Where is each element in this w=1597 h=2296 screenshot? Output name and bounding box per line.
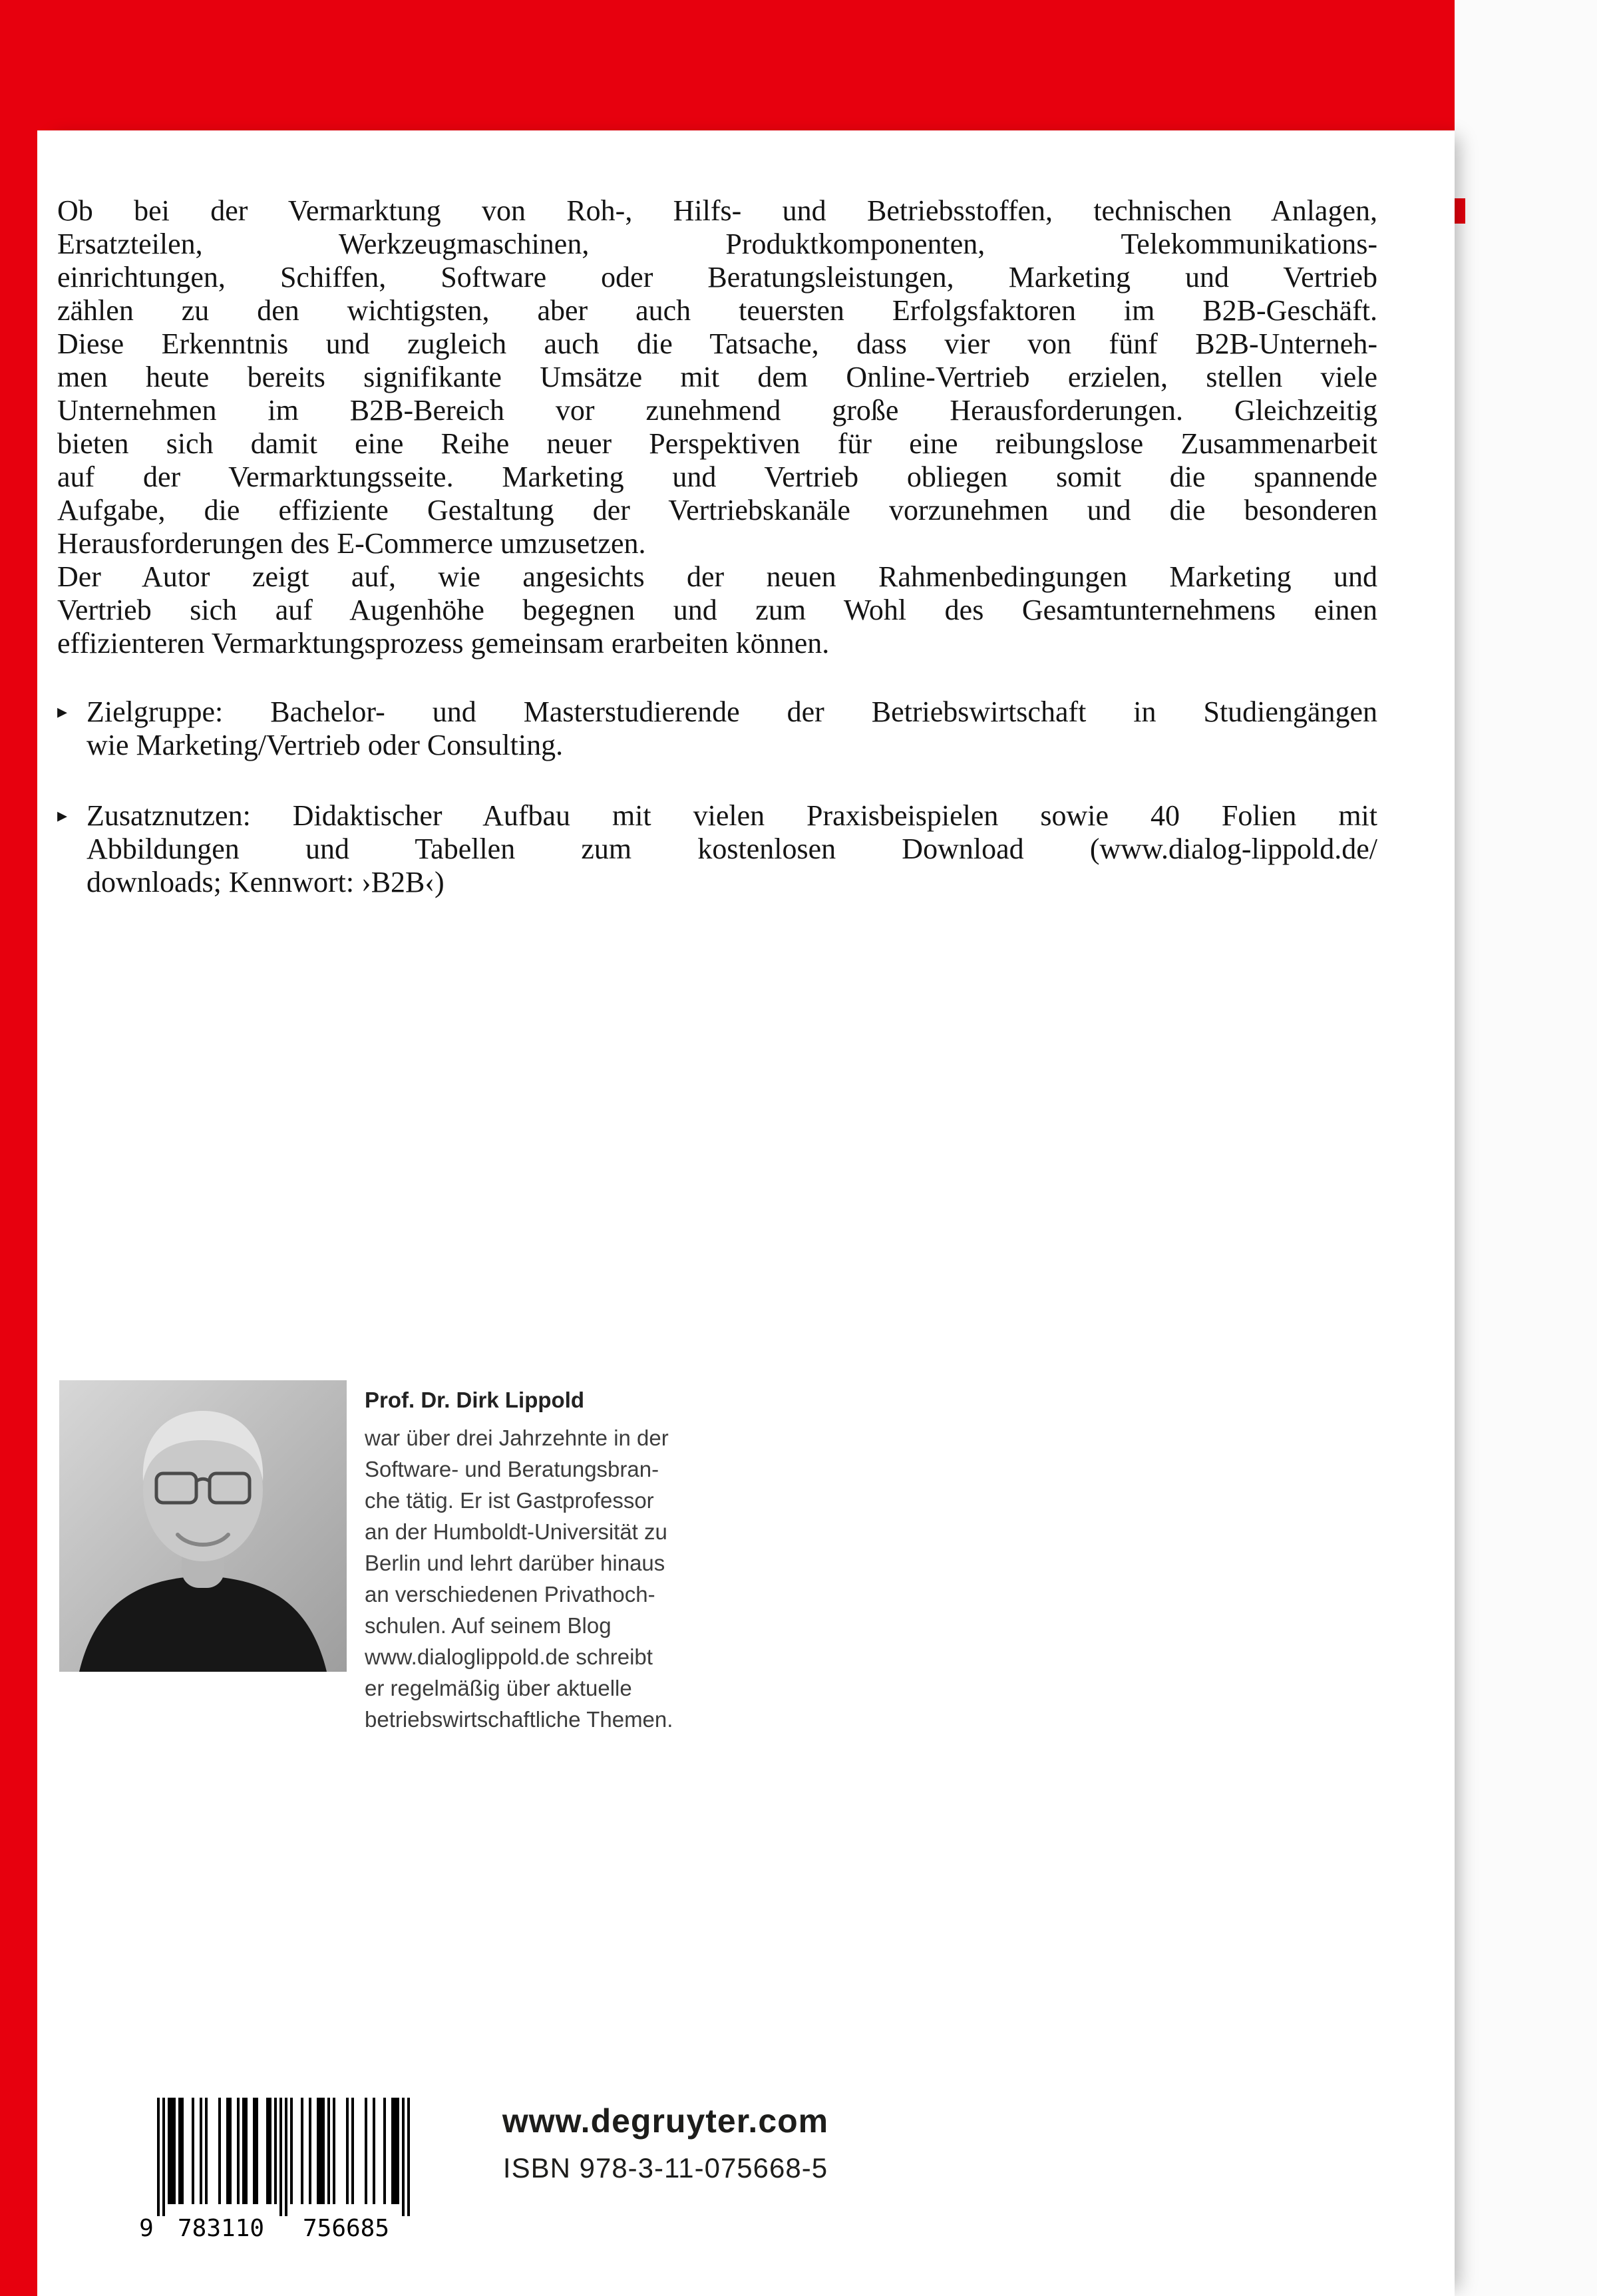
bullet-text [87,695,1377,762]
author-photo [59,1380,347,1672]
bio-line: betriebswirtschaftliche Themen. [365,1707,673,1732]
isbn-number: ISBN 978-3-11-075668-5 [502,2152,828,2184]
author-portrait-illustration [59,1380,347,1672]
text-line: einrichtungen, Schiffen, Software oder Beratungsleistungen, Marketing und Vertrieb [57,261,1377,293]
text-line: Herausforderungen des E-Commerce umzusetzen. [57,527,646,560]
publisher-url: www.degruyter.com [502,2102,829,2140]
text-line: Abbildungen und Tabellen zum kostenlosen Download (www.dialog-lippold.de/ [87,833,1377,865]
publisher-block [333,2102,998,2184]
book-description [57,194,1377,660]
text-line: Diese Erkenntnis und zugleich auch die Tatsache, dass vier von fünf B2B-Unterneh- [57,327,1377,360]
bio-line: Berlin und lehrt darüber hinaus [365,1551,665,1575]
red-edge-notch [1455,198,1465,224]
bio-line: che tätig. Er ist Gastprofessor [365,1488,654,1513]
bullet-arrow-icon: ▸ [57,804,68,827]
author-bio [365,1384,751,1735]
text-line: downloads; Kennwort: ›B2B‹) [87,866,444,898]
bullet-item [57,799,1377,899]
text-line: Unternehmen im B2B-Bereich vor zunehmend große Herausforderungen. Gleichzeitig [57,394,1377,427]
bio-line: war über drei Jahrzehnte in der [365,1426,669,1450]
text-line: bieten sich damit eine Reihe neuer Perspektiven für eine reibungslose Zusammenarbeit [57,427,1377,460]
text-line: Ob bei der Vermarktung von Roh-, Hilfs- und Betriebsstoffen, technischen Anlagen, [57,194,1377,227]
text-line: Ersatzteilen, Werkzeugmaschinen, Produktkomponenten, Telekommunikations- [57,228,1377,260]
text-line: Zielgruppe: Bachelor- und Masterstudierende der Betriebswirtschaft in Studiengängen [87,695,1377,728]
text-line: men heute bereits signifikante Umsätze mit dem Online-Vertrieb erzielen, stellen viele [57,361,1377,393]
barcode-digit-group: 783110 [177,2215,265,2241]
bullet-item [57,695,1377,762]
text-line: auf der Vermarktungsseite. Marketing und Vertrieb obliegen somit die spannende [57,461,1377,493]
text-line: Der Autor zeigt auf, wie angesichts der neuen Rahmenbedingungen Marketing und [57,560,1377,593]
author-name: Prof. Dr. Dirk Lippold [365,1388,585,1412]
text-line: zählen zu den wichtigsten, aber auch teuersten Erfolgsfaktoren im B2B-Geschäft. [57,294,1377,327]
bullet-text [87,799,1377,899]
red-spine-band [0,0,37,2296]
bio-line: schulen. Auf seinem Blog [365,1613,612,1638]
paragraph [57,194,1377,560]
bio-line: an der Humboldt-Universität zu [365,1519,667,1544]
back-cover-page [37,130,1455,2296]
bio-line: www.dialoglippold.de schreibt [365,1644,653,1669]
bio-line: er regelmäßig über aktuelle [365,1676,632,1700]
barcode-digit-group: 9 [139,2215,154,2241]
author-bio-text [365,1422,751,1735]
text-line: Zusatznutzen: Didaktischer Aufbau mit vielen Praxisbeispielen sowie 40 Folien mit [87,799,1377,832]
paragraph [57,560,1377,660]
bio-line: Software- und Beratungsbran- [365,1457,659,1481]
red-top-band [0,0,1455,130]
barcode-digit-group: 756685 [302,2215,390,2241]
text-line: Aufgabe, die effiziente Gestaltung der Vertriebskanäle vorzunehmen und die besonderen [57,494,1377,526]
bullet-arrow-icon: ▸ [57,700,68,723]
bio-line: an verschiedenen Privathoch- [365,1582,655,1607]
text-line: effizienteren Vermarktungsprozess gemeinsam erarbeiten können. [57,627,830,660]
bullet-list [57,695,1377,899]
text-line: Vertrieb sich auf Augenhöhe begegnen und zum Wohl des Gesamtunternehmens einen [57,594,1377,626]
text-line: wie Marketing/Vertrieb oder Consulting. [87,729,564,761]
